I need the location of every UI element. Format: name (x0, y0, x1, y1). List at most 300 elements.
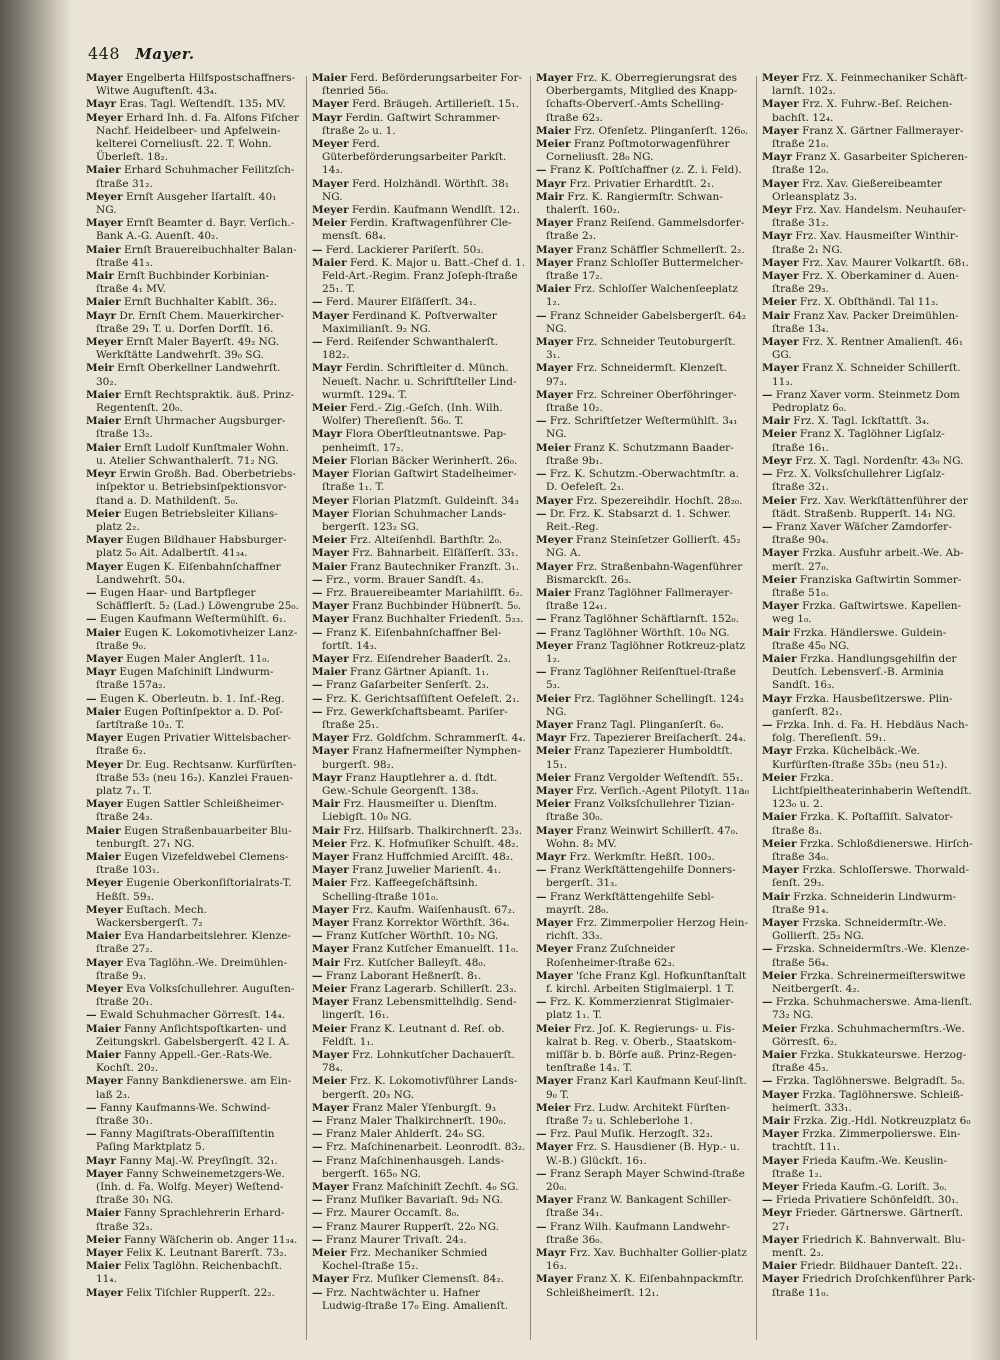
directory-entry (86, 693, 300, 706)
entry-surname: — (536, 864, 547, 877)
entry-details: Eugen Betriebsleiter Kilians-platz 2₂. (96, 507, 278, 533)
directory-entry (762, 574, 976, 600)
directory-entry (86, 1049, 300, 1075)
entry-details: Frz. X. Obſthändl. Tal 11₃. (796, 296, 939, 309)
entry-details: Franz Werkſtättengehilfe Sebl-mayrſt. 28₀. (546, 890, 715, 916)
directory-entry (536, 1075, 750, 1101)
entry-details: Eugenie Oberkonſiſtorialrats-T. Heßſt. 59₃. (96, 877, 292, 903)
directory-entry (312, 1234, 526, 1247)
entry-details: Frz. K. Lokomotivführer Lands-bergerſt. 20₃ NG. (322, 1075, 518, 1101)
entry-surname: — (312, 1141, 323, 1154)
entry-details: Ferdin. Schriftleiter d. Münch. Neueſt. Nachr. u. Schriftſteller Lind-wurmſt. 129₄. T. (322, 362, 517, 401)
entry-details: Frz. Maurer Occamſt. 8₀. (322, 1207, 460, 1220)
entry-surname: Meyer (536, 639, 573, 652)
entry-details: Frz. Ofenſetz. Plinganſerſt. 126₀. (570, 124, 749, 137)
directory-entry (536, 1194, 750, 1220)
directory-entry (86, 310, 300, 336)
directory-entry (312, 138, 526, 178)
directory-entry (536, 1221, 750, 1247)
directory-entry (762, 772, 976, 812)
entry-surname: Mayr (86, 98, 117, 111)
entry-details: Eugen K. Oberleutn. b. 1. Inf.-Reg. (96, 692, 285, 705)
entry-surname: Mayer (762, 547, 799, 560)
entry-details: Frz. Verſich.-Agent Pilotyſt. 11a₀ (572, 784, 749, 797)
entry-surname: Mair (86, 270, 114, 283)
directory-entry (86, 191, 300, 217)
entry-details: Ferd. Maurer Elſäſſerſt. 34₁. (322, 296, 477, 309)
entry-surname: — (86, 692, 97, 705)
entry-surname: — (312, 1194, 323, 1207)
entry-surname: Maier (312, 256, 347, 269)
entry-details: Franz Lagerarb. Schillerſt. 23₃. (346, 983, 517, 996)
directory-entry (762, 98, 976, 124)
entry-surname: Maier (86, 626, 121, 639)
entry-surname: — (536, 613, 547, 626)
entry-surname: Maier (86, 164, 121, 177)
entry-details: Franz Seraph Mayer Schwind-ſtraße 20₀. (546, 1167, 745, 1194)
column-divider (306, 76, 307, 1340)
entry-surname: Mayer (312, 917, 349, 929)
entry-surname: Mayr (86, 666, 117, 679)
entry-details: Ferd. Reiſender Schwanthalerſt. 182₂. (322, 336, 498, 362)
directory-entry (762, 362, 976, 388)
directory-entry (86, 1009, 300, 1022)
entry-surname: Mayer (86, 72, 123, 84)
directory-entry (312, 1181, 526, 1194)
directory-entry (762, 151, 976, 177)
directory-entry (762, 653, 976, 693)
directory-entry (86, 442, 300, 468)
entry-surname: — (312, 1154, 323, 1167)
directory-entry (312, 257, 526, 297)
entry-surname: Mayr (312, 111, 343, 124)
entry-surname: Mayer (762, 124, 799, 137)
entry-details: Frzka. Gaſtwirtswe. Kapellen-weg 1₀. (772, 600, 962, 626)
entry-surname: Mayr (86, 309, 117, 322)
entry-surname: Mayer (536, 1194, 573, 1207)
directory-entry (312, 864, 526, 877)
directory-entry (762, 204, 976, 230)
entry-details: Frz. Paul Muſik. Herzogſt. 32₃. (546, 1128, 714, 1141)
entry-details: Franz Tapezierer Humboldtſt. 15₁. (546, 745, 733, 771)
directory-entry (536, 917, 750, 943)
running-head: Mayer. (135, 45, 195, 63)
entry-surname: — (536, 1220, 547, 1233)
entry-surname: Meyer (536, 534, 573, 547)
directory-entry (536, 1273, 750, 1299)
directory-entry (86, 613, 300, 626)
directory-entry (762, 72, 976, 98)
directory-entry (86, 587, 300, 613)
entry-details: Frz. K. Schutzm.-Oberwachtmſtr. a. D. Oefeleſt. 2₃. (546, 468, 739, 494)
entry-surname: Mayer (762, 362, 799, 375)
directory-entry (312, 402, 526, 428)
entry-surname: — (536, 468, 547, 481)
entry-details: Franz X. Gärtner Fallmerayer-ſtraße 21₀. (772, 124, 964, 151)
entry-details: Dr. Eug. Rechtsanw. Kurfürſten-ſtraße 53₂ (neu 16₂). Kanzlei Frauen-platz 7₁. T. (96, 758, 297, 797)
directory-entry (312, 679, 526, 692)
entry-surname: Mayer (312, 943, 349, 956)
directory-entry (536, 442, 750, 468)
entry-surname: Meyer (312, 204, 349, 217)
entry-surname: Mayer (762, 1233, 799, 1246)
directory-entry (762, 1260, 976, 1273)
entry-surname: Mayer (86, 534, 123, 547)
entry-surname: Maier (86, 296, 121, 309)
directory-entry (536, 1128, 750, 1141)
entry-details: Frzka. Handlungsgehilfin der Deutſch. Lebensverſ.-B. Arminia Sandſt. 16₃. (772, 652, 957, 692)
entry-surname: — (312, 1286, 323, 1299)
entry-surname: Mayer (312, 903, 349, 916)
directory-entry (312, 204, 526, 217)
directory-entry (86, 732, 300, 758)
entry-details: Florian Platzmſt. Guldeinſt. 34₃ (348, 494, 519, 507)
directory-entry (536, 996, 750, 1022)
entry-surname: Mayer (312, 864, 349, 877)
entry-details: Eugen Privatier Wittelsbacher-ſtraße 6₂. (96, 732, 292, 758)
directory-entry (86, 653, 300, 666)
entry-surname: — (762, 996, 773, 1009)
entry-surname: Maier (536, 586, 571, 599)
entry-surname: — (536, 164, 547, 177)
entry-details: Frz. Eiſendreher Baaderſt. 2₃. (348, 652, 511, 665)
column-2 (312, 72, 526, 1344)
entry-surname: Mayer (312, 547, 349, 560)
directory-entry (536, 362, 750, 388)
entry-surname: Meir (86, 362, 114, 375)
entry-surname: — (312, 1233, 323, 1246)
directory-entry (536, 125, 750, 138)
entry-surname: — (312, 969, 323, 982)
directory-entry (312, 468, 526, 494)
entry-surname: — (536, 890, 547, 903)
directory-entry (312, 613, 526, 626)
directory-entry (312, 1221, 526, 1234)
entry-surname: — (312, 1207, 323, 1220)
directory-entry (536, 785, 750, 798)
entry-details: Frz. X. Tagl. Ickſtattſt. 3₄. (789, 415, 930, 428)
entry-details: Dr. Ernſt Chem. Mauerkircher-ſtraße 29₁ T. u. Dorfen Dorfſt. 16. (96, 309, 285, 335)
entry-surname: Meier (762, 573, 797, 586)
entry-details: Erwin Großh. Bad. Oberbetriebs-inſpektor u. Betriebsinſpektionsvor-ſtand a. D. Mathildenſt. 5₀. (96, 468, 296, 507)
directory-entry (536, 561, 750, 587)
entry-surname: — (536, 626, 547, 639)
directory-entry (536, 468, 750, 494)
entry-details: Franz X. K. Eiſenbahnpackmſtr. Schleißheimerſt. 12₁. (546, 1273, 744, 1299)
directory-entry (312, 1287, 526, 1313)
entry-details: Eva Taglöhn.-We. Dreimühlen-ſtraße 9₃. (96, 956, 288, 982)
entry-surname: Mayr (312, 771, 343, 784)
entry-surname: Meyer (86, 758, 123, 771)
directory-entry (312, 996, 526, 1022)
entry-details: Frz. Tapezierer Breiſacherſt. 24₄. (566, 732, 747, 745)
entry-details: Eugen Kaufmann Weſtermühlſt. 6₁. (96, 613, 287, 626)
directory-entry (762, 1207, 976, 1233)
directory-entry (536, 283, 750, 309)
entry-details: Franz Tagl. Plinganſerſt. 6₀. (572, 718, 724, 731)
directory-entry (536, 164, 750, 177)
entry-details: Franz Zuſchneider Roſenheimer-ſtraße 62₃. (546, 943, 676, 969)
directory-entry (86, 904, 300, 930)
directory-entry (86, 1168, 300, 1208)
directory-entry (312, 574, 526, 587)
entry-surname: Mayer (762, 1128, 799, 1141)
directory-entry (536, 1247, 750, 1273)
entry-details: Frzka. Zimmerpolierswe. Ein-trachtſt. 11₁. (772, 1128, 961, 1154)
entry-surname: Mayer (536, 917, 573, 929)
entry-surname: Meyer (86, 903, 123, 916)
directory-entry (536, 732, 750, 745)
directory-entry (762, 943, 976, 969)
entry-details: Frzka. Händlerswe. Guldein-ſtraße 45₀ NG. (772, 626, 947, 652)
directory-entry (536, 178, 750, 191)
entry-surname: — (536, 996, 547, 1009)
entry-details: Eugen Haar- und Bartpfleger Schäfflerſt. 5₂ (Lad.) Löwengrube 25₀. (96, 586, 299, 613)
directory-entry (312, 495, 526, 508)
entry-details: Ferd. Beförderungsarbeiter For-ſtenried 56₀. (322, 72, 523, 98)
directory-entry (86, 389, 300, 415)
entry-details: Franz Vergolder Weſtendſt. 55₁. (570, 771, 744, 784)
entry-details: Frieda Privatiere Schönfeldſt. 30₁. (772, 1194, 959, 1207)
entry-details: Frz. K. Oberregierungsrat des Oberbergamts, Mitglied des Knapp-ſchafts-Oberverſ.-Amts Schelling-ſtraße 62₃. (546, 72, 738, 124)
entry-surname: Mayer (762, 270, 799, 283)
entry-details: Franz Gaſarbeiter Senſerſt. 2₃. (322, 679, 490, 692)
entry-surname: Mayr (86, 1154, 117, 1167)
entry-surname: Mayer (762, 917, 799, 929)
directory-entry (536, 257, 750, 283)
directory-entry (762, 547, 976, 573)
entry-details: Fanny Bankdienerswe. am Ein-laß 2₃. (96, 1075, 292, 1101)
directory-entry (86, 112, 300, 165)
entry-surname: Mayer (86, 1286, 123, 1299)
entry-details: Engelberta Hilfspostschaffners-Witwe Auguftenſt. 43₄. (96, 72, 296, 98)
entry-surname: Meier (312, 217, 347, 230)
entry-details: Franz Maler Yſenburgſt. 9₃ (348, 1101, 496, 1114)
directory-entry (312, 1155, 526, 1181)
entry-surname: Mayer (536, 494, 573, 507)
entry-surname: Mayer (312, 98, 349, 111)
entry-details: Franz Xaver vorm. Steinmetz Dom Pedroplatz 6₀. (772, 388, 960, 415)
entry-details: Ewald Schuhmacher Görresſt. 14₄. (96, 1009, 285, 1022)
directory-entry (536, 798, 750, 824)
entry-details: Frz. Joſ. K. Regierungs- u. Fis-kalrat b. Reg. v. Oberb., Staatskom-miſſär b. b. Börſe auß. Prinz-Regen-tenſtraße 14₃. T. (546, 1022, 737, 1075)
directory-entry (86, 930, 300, 956)
entry-surname: Mayer (762, 98, 799, 111)
entry-surname: Meyer (762, 1181, 799, 1194)
entry-details: Fanny Sprachlehrerin Erhard-ſtraße 32₃. (96, 1207, 285, 1233)
directory-entry (762, 296, 976, 309)
directory-entry (86, 270, 300, 296)
entry-surname: Mayer (312, 1049, 349, 1062)
entry-details: Eugen Sattler Schleißheimer-ſtraße 24₃. (96, 798, 285, 824)
entry-details: Franz Wilh. Kaufmann Landwehr-ſtraße 36₀. (546, 1220, 730, 1246)
directory-entry (536, 943, 750, 969)
entry-surname: — (762, 1075, 773, 1088)
entry-surname: Mayer (536, 969, 573, 982)
directory-entry (312, 983, 526, 996)
entry-surname: — (312, 243, 323, 256)
entry-details: Frzka. Lichtſpieltheaterinhaberin Weſtendſt. 123₀ u. 2. (772, 771, 972, 811)
entry-surname: Meier (312, 1022, 347, 1035)
directory-entry (536, 310, 750, 336)
directory-entry (86, 217, 300, 243)
entry-details: Florian Bäcker Werinherſt. 26₀. (346, 454, 518, 467)
entry-surname: Maier (86, 441, 121, 454)
entry-surname: Mayer (86, 956, 123, 969)
directory-entry (762, 1181, 976, 1194)
directory-entry (312, 666, 526, 679)
entry-details: Felix K. Leutnant Barerſt. 73₂. (122, 1247, 287, 1260)
entry-surname: — (86, 1128, 97, 1141)
directory-entry (86, 534, 300, 560)
entry-details: Florian Schuhmacher Lands-bergerſt. 123₂ SG. (322, 507, 507, 533)
entry-details: Fanny Kaufmanns-We. Schwind-ſtraße 30₁. (96, 1101, 271, 1128)
entry-details: Franz X. Gasarbeiter Spicheren-ſtraße 12₀. (772, 151, 968, 177)
directory-entry (312, 587, 526, 600)
entry-surname: Mayer (312, 468, 349, 481)
entry-details: Ferdinand K. Poſtverwalter Maximilianſt. 9₂ NG. (322, 309, 497, 335)
entry-details: Franz X. Schneider Schillerſt. 11₃. (772, 362, 961, 388)
entry-details: Erhard Inh. d. Fa. Alfons Fiſcher Nachf. Heidelbeer- und Apfelwein-kelterei Corneliusſt. 22. T. Wohn. Überleſt. 18₂. (96, 111, 300, 164)
directory-entry (312, 930, 526, 943)
directory-entry (86, 561, 300, 587)
entry-surname: Mayer (536, 784, 573, 797)
entry-details: Felix Tiſchler Rupperſt. 22₂. (122, 1286, 275, 1299)
directory-entry (536, 825, 750, 851)
entry-details: Frz. Bahnarbeit. Elſäſſerſt. 33₁. (348, 547, 519, 560)
entry-details: Fanny Appell.-Ger.-Rats-We. Kochſt. 20₂. (96, 1049, 273, 1075)
entry-details: Franz Lebensmittelhdlg. Send-lingerſt. 16₁. (322, 996, 517, 1022)
entry-details: Frz. Xav. Gießereibeamter Orleansplatz 3₃. (772, 177, 943, 203)
entry-details: Eugen Bildhauer Habsburger-platz 5₀ Ait. Adalbertſt. 41₃₄. (96, 534, 287, 560)
entry-details: Franz Taglöhner Reiſenſtuel-ſtraße 5₃. (546, 666, 736, 692)
entry-details: Frz. X. Fuhrw.-Beſ. Reichen-bachſt. 12₄. (772, 98, 953, 124)
entry-surname: Meyer (86, 190, 123, 203)
entry-details: Franz Steinſetzer Gollierſt. 45₂ NG. A. (546, 534, 741, 560)
directory-entry (312, 917, 526, 930)
entry-details: Frz. Xav. Handelsm. Neuhauſer-ſtraße 31₂. (772, 204, 966, 230)
entry-surname: Meier (86, 507, 121, 520)
entry-surname: Mayer (536, 1141, 573, 1154)
entry-details: Frz. Muſiker Clemensſt. 84₂. (348, 1273, 504, 1286)
entry-surname: Meyer (86, 877, 123, 890)
directory-entry (536, 1168, 750, 1194)
entry-details: Franz Juwelier Marienſt. 4₁. (348, 864, 502, 877)
entry-details: Ferdin. Kaufmann Wendlſt. 12₁. (348, 204, 520, 217)
directory-entry (312, 547, 526, 560)
entry-details: Frzka. Zig.-Hdl. Notkreuzplatz 6₀ (789, 1115, 971, 1128)
entry-details: Frzska. Schneidermſtr.-We. Gollierſt. 25₃ NG. (772, 917, 947, 943)
entry-details: Frz. X. Rentner Amalienſt. 46₁ GG. (772, 336, 964, 362)
entry-details: Frz. Spezereihdlr. Hochſt. 28₂₀. (572, 494, 743, 507)
entry-surname: Meier (762, 837, 797, 850)
entry-surname: Mayer (312, 600, 349, 613)
directory-entry (86, 468, 300, 508)
directory-entry (762, 270, 976, 296)
entry-details: Frz. Xav. Hausmeiſter Winthir-ſtraße 2₁ NG. (772, 230, 959, 256)
entry-surname: Mayer (312, 996, 349, 1009)
directory-columns (86, 72, 986, 1344)
entry-details: Ernſt Ludolf Kunſtmaler Wohn. u. Atelier Schwanthalerſt. 71₂ NG. (96, 441, 289, 467)
directory-entry (86, 244, 300, 270)
entry-details: Frzka. Schloßdienerswe. Hirſch-ſtraße 34₀. (772, 837, 973, 863)
column-1 (86, 72, 300, 1344)
entry-surname: Maier (86, 1022, 121, 1035)
directory-entry (536, 613, 750, 626)
directory-entry (762, 310, 976, 336)
entry-surname: Mair (312, 956, 340, 969)
directory-entry (536, 587, 750, 613)
entry-surname: Meier (312, 1247, 347, 1260)
entry-surname: Mayer (762, 1088, 799, 1101)
directory-entry (536, 138, 750, 164)
entry-surname: Meyer (312, 494, 349, 507)
directory-entry (536, 864, 750, 890)
entry-surname: Meier (536, 745, 571, 758)
entry-details: Frz. Kaufm. Waiſenhausſt. 67₂. (348, 903, 516, 916)
directory-entry (536, 534, 750, 560)
column-4 (762, 72, 976, 1344)
entry-surname: Mair (762, 890, 790, 903)
entry-details: Fanny Anſichtspoſtkarten- und Zeitungskrl. Gabelsbergerſt. 42 I. A. (96, 1022, 290, 1048)
entry-details: Franz Laborant Heßnerſt. 8₁. (322, 969, 482, 982)
entry-details: Frz. Xav. Buchhalter Gollier-platz 16₃. (546, 1247, 747, 1273)
entry-surname: Meier (536, 138, 571, 151)
directory-entry (762, 1128, 976, 1154)
entry-surname: Mayer (312, 1181, 349, 1194)
directory-entry (86, 627, 300, 653)
directory-entry (86, 1207, 300, 1233)
entry-surname: — (86, 1101, 97, 1114)
entry-details: Frz. Schneider Teutoburgerſt. 3₁. (546, 336, 736, 362)
directory-entry (536, 719, 750, 732)
entry-surname: Mayer (762, 177, 799, 190)
entry-details: Frz. Xav. Maurer Volkartſt. 68₁. (798, 256, 969, 269)
directory-entry (312, 600, 526, 613)
directory-entry (86, 877, 300, 903)
entry-details: Frz. Schreiner Oberföhringer-ſtraße 10₂. (546, 388, 737, 415)
entry-details: Frz. X. Volksſchullehrer Ligſalz-ſtraße 32₁. (772, 468, 945, 494)
entry-surname: Meyr (762, 1207, 792, 1220)
entry-details: Friedr. Bildhauer Danteſt. 22₁. (796, 1260, 963, 1273)
entry-details: Franz Schloſſer Buttermelcher-ſtraße 17₂. (546, 256, 744, 283)
directory-entry (86, 72, 300, 98)
entry-surname: Maier (86, 1049, 121, 1062)
column-divider (530, 76, 531, 1340)
entry-details: Frz. Kutſcher Balleyſt. 48₀. (339, 956, 487, 969)
entry-surname: Maier (312, 877, 347, 890)
entry-surname: — (312, 705, 323, 718)
entry-surname: Mayer (86, 560, 123, 573)
directory-entry (86, 1075, 300, 1101)
entry-surname: Maier (762, 811, 797, 824)
entry-details: Franziska Gaſtwirtin Sommer-ſtraße 51₀. (772, 573, 962, 599)
directory-entry (312, 970, 526, 983)
entry-details: Frzka. Schuhmachermſtrs.-We. Görresſt. 6₂. (772, 1022, 965, 1048)
entry-details: Friedrich K. Bahnverwalt. Blu-menſt. 2₃. (772, 1233, 966, 1260)
entry-details: Frz. Brauereibeamter Mariahilfſt. 6₂. (322, 586, 523, 599)
entry-surname: Mayer (86, 1075, 123, 1088)
entry-surname: Meier (536, 692, 571, 705)
entry-details: Frz. Schriftſetzer Weſtermühlſt. 3₄₁ NG. (546, 415, 738, 441)
entry-surname: Maier (86, 243, 121, 256)
entry-details: Ernſt Uhrmacher Augsburger-ſtraße 13₂. (96, 415, 286, 441)
entry-surname: — (86, 586, 97, 599)
entry-surname: — (762, 468, 773, 481)
directory-entry (86, 1023, 300, 1049)
entry-details: Ferd. Güterbeförderungsarbeiter Parkſt. 14₃. (322, 138, 507, 177)
entry-details: Frzka. Schneiderin Lindwurm-ſtraße 91₄. (772, 890, 957, 916)
